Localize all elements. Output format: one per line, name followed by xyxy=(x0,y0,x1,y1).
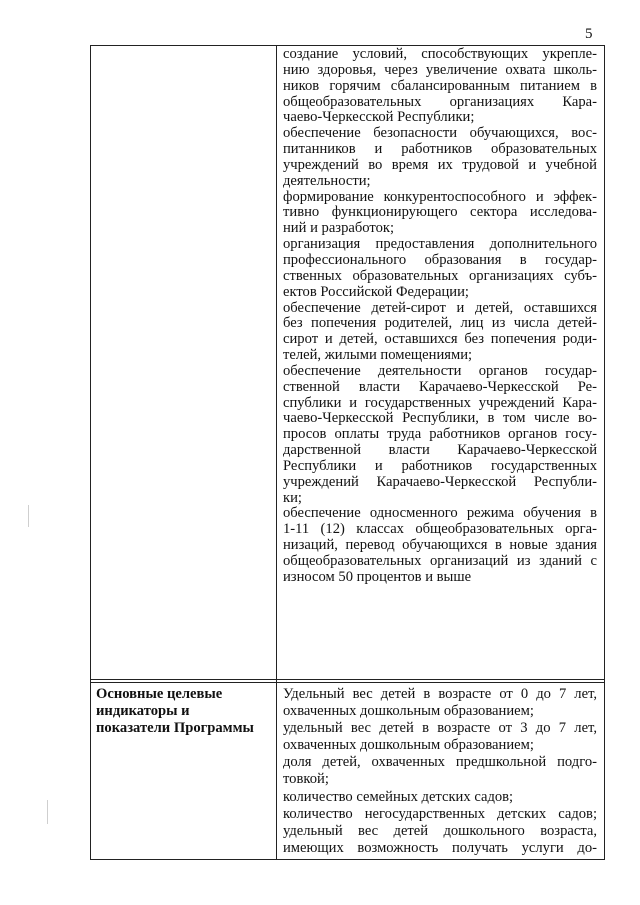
row1-line: обеспечение деятельности органов государ- xyxy=(283,362,597,379)
scan-artifact xyxy=(47,800,48,824)
row1-line: ектов Российской Федерации; xyxy=(283,283,469,300)
row1-content-cell xyxy=(283,47,597,586)
row1-line: обеспечение детей-сирот и детей, оставшихся xyxy=(283,299,597,316)
row1-line: создание условий, способствующих укрепле- xyxy=(283,46,597,62)
row1-line: профессионального образования в государ- xyxy=(283,251,597,268)
row1-line: ников горячим сбалансированным питанием в xyxy=(283,77,597,94)
row1-line: организация предоставления дополнительного xyxy=(283,236,597,253)
row1-line: обеспечение односменного режима обучения в xyxy=(283,505,597,522)
row1-line: просов оплаты труда работников органов госу- xyxy=(283,426,597,443)
table-left-border xyxy=(90,45,91,860)
row1-line: ки; xyxy=(283,489,302,506)
row2-line: индикаторы и xyxy=(96,703,190,719)
row2-line: охваченных дошкольным образованием; xyxy=(283,737,534,754)
row1-line: учреждений Карачаево-Черкесской Республи- xyxy=(283,473,597,490)
row2-line: удельный вес детей в возрасте от 3 до 7 лет, xyxy=(283,720,597,737)
row2-line: количество семейных детских садов; xyxy=(283,788,514,805)
row2-label-cell xyxy=(96,686,271,737)
row1-line: ственных образовательных организациях субъ- xyxy=(283,267,597,284)
scan-artifact xyxy=(28,505,29,527)
row1-line: чаево-Черкесской Республики; xyxy=(283,109,475,126)
row1-line: формирование конкурентоспособного и эффек- xyxy=(283,188,597,205)
row1-line: Республики и работников государственных xyxy=(283,457,597,474)
row2-line: имеющих возможность получать услуги до- xyxy=(283,839,597,856)
row1-line: нию здоровья, через увеличение охвата школь- xyxy=(283,61,597,78)
row1-line: низаций, перевод обучающихся в новые здания xyxy=(283,537,597,554)
row1-line: сирот и детей, оставшихся без попечения роди- xyxy=(283,331,597,348)
row1-line: общеобразовательных организациях Кара- xyxy=(283,93,597,110)
row1-line: обеспечение безопасности обучающихся, вос- xyxy=(283,125,597,142)
table-column-divider xyxy=(276,45,277,860)
row-separator xyxy=(90,682,605,683)
row1-line: телей, жилыми помещениями; xyxy=(283,347,473,364)
row1-line: 1-11 (12) классах общеобразовательных орга- xyxy=(283,521,597,538)
row2-content-cell xyxy=(283,686,597,857)
row2-line: показатели Программы xyxy=(96,720,254,736)
row1-line: чаево-Черкесской Республики, в том числе во- xyxy=(283,410,597,427)
row1-line: деятельности; xyxy=(283,172,371,189)
row2-line: количество негосударственных детских садов; xyxy=(283,805,597,822)
row2-line: товкой; xyxy=(283,771,329,788)
row1-line: тивно функционирующего сектора исследова- xyxy=(283,204,597,221)
row1-line: питанников и работников образовательных xyxy=(283,141,597,158)
row1-line: без попечения родителей, лиц из числа детей- xyxy=(283,315,597,332)
row1-line: ний и разработок; xyxy=(283,220,395,237)
row-separator xyxy=(90,679,605,680)
row2-line: Удельный вес детей в возрасте от 0 до 7 лет, xyxy=(283,686,597,702)
row2-line: доля детей, охваченных предшкольной подго- xyxy=(283,754,597,771)
row1-line: спублики и государственных учреждений Кара- xyxy=(283,394,597,411)
row1-line: ственной власти Карачаево-Черкесской Ре- xyxy=(283,378,597,395)
row2-line: охваченных дошкольным образованием; xyxy=(283,703,534,720)
row2-line: удельный вес детей дошкольного возраста, xyxy=(283,822,597,839)
row1-line: дарственной власти Карачаево-Черкесской xyxy=(283,442,597,459)
table-bottom-border xyxy=(90,859,605,860)
row1-line: общеобразовательных организаций из зданий с xyxy=(283,553,597,569)
row2-line: Основные целевые xyxy=(96,686,223,702)
page-number: 5 xyxy=(585,26,593,42)
row1-line: износом 50 процентов и выше xyxy=(283,568,472,585)
row1-line: учреждений во время их трудовой и учебной xyxy=(283,156,597,173)
table-right-border xyxy=(604,45,605,860)
